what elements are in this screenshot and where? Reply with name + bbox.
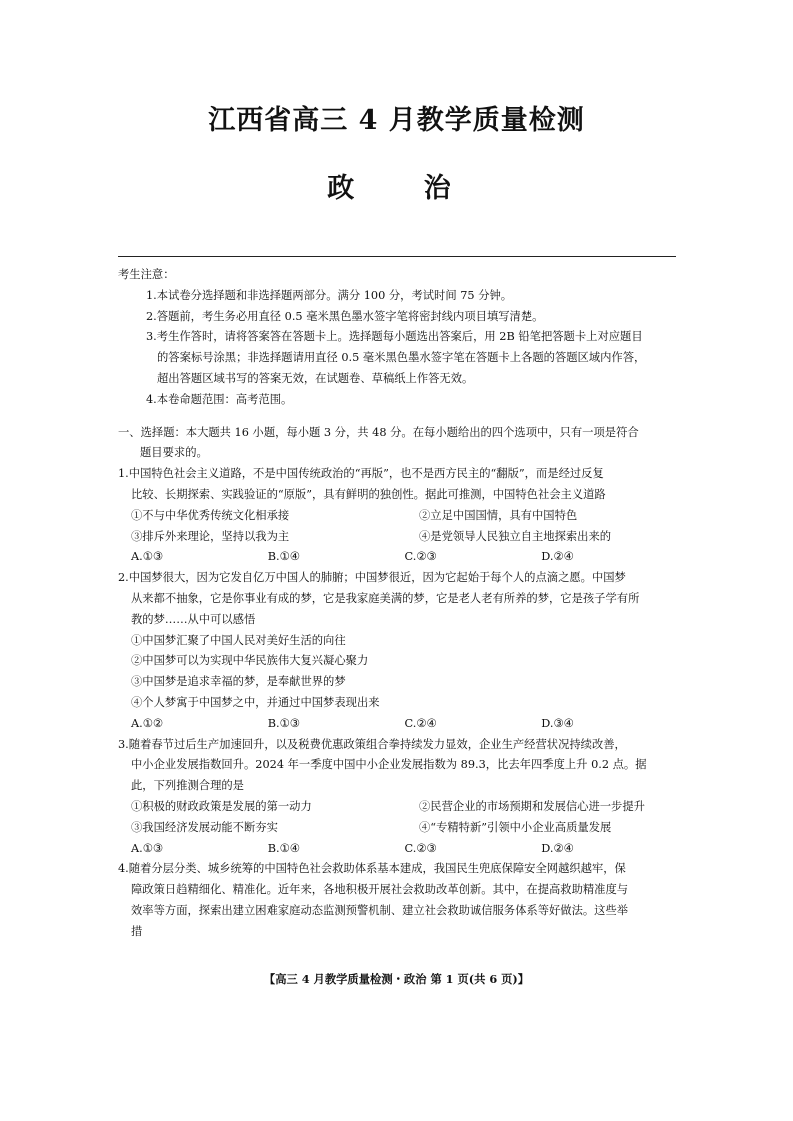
page-footer: 【高三 4 月教学质量检测・政治 第 1 页(共 6 页)】: [263, 972, 530, 986]
q3-statements-row2: [118, 818, 678, 839]
q3-option-b: B.①④: [267, 841, 300, 855]
q2-statement-2: ②中国梦可以为实现中华民族伟大复兴凝心聚力: [131, 654, 369, 668]
q2-stem-cont: 从来都不抽象，它是你事业有成的梦，它是我家庭美满的梦，它是老人老有所养的梦，它是孩子学有所: [131, 591, 640, 605]
q3-stem-cont2: 此，下列推测合理的是: [131, 779, 244, 793]
q3-option-c: C.②③: [404, 841, 437, 855]
exam-title: 江西省高三 4 月教学质量检测: [208, 105, 585, 136]
header-divider: [118, 256, 676, 257]
section-heading-cont: 题目要求的。: [140, 446, 208, 460]
q1-stem-cont: 比较、长期探索、实践验证的“原版”，具有鲜明的独创性。据此可推测，中国特色社会主义道路: [131, 487, 606, 501]
q2-option-a: A.①②: [131, 716, 164, 730]
q1-statement-3: ③排斥外来理论，坚持以我为主: [131, 529, 290, 543]
q1-statement-1: ①不与中华优秀传统文化相承接: [131, 508, 290, 522]
q3-options: [118, 839, 678, 860]
q2-statement-1: ①中国梦汇聚了中国人民对美好生活的向往: [131, 633, 346, 647]
q3-stem: 3.随着春节过后生产加速回升，以及税费优惠政策组合拳持续发力显效，企业生产经营状况持续改善，: [118, 737, 626, 751]
q4-stem: 4.随着分层分类、城乡统筹的中国特色社会救助体系基本建成，我国民生兜底保障安全网越织越牢，保: [118, 862, 626, 876]
q1-option-c: C.②③: [404, 550, 437, 564]
notice-item-3: 3.考生作答时，请将答案答在答题卡上。选择题每小题选出答案后，用 2B 铅笔把答题卡上对应题目: [146, 330, 643, 344]
q3-option-d: D.②④: [541, 841, 574, 855]
notice-item-3-cont: 的答案标号涂黑；非选择题请用直径 0.5 毫米黑色墨水签字笔在答题卡上各题的答题区域内作答，: [157, 351, 646, 365]
q4-stem-cont3: 措: [131, 924, 143, 938]
notice-item-3-cont2: 超出答题区域书写的答案无效，在试题卷、草稿纸上作答无效。: [157, 371, 474, 385]
q1-option-d: D.②④: [541, 550, 574, 564]
exam-body: [118, 265, 678, 943]
q2-option-c: C.②④: [404, 716, 437, 730]
q1-statements-row2: [118, 527, 678, 548]
q1-option-b: B.①④: [267, 550, 300, 564]
q2-option-b: B.①③: [267, 716, 300, 730]
q2-stem-cont2: 教的梦……从中可以感悟: [131, 612, 256, 626]
q3-option-a: A.①③: [131, 841, 164, 855]
q2-options: [118, 714, 678, 735]
q3-statement-2: ②民营企业的市场预期和发展信心进一步提升: [419, 799, 645, 813]
q2-option-d: D.③④: [541, 716, 574, 730]
q2-statement-4: ④个人梦寓于中国梦之中，并通过中国梦表现出来: [131, 695, 380, 709]
q2-stem: 2.中国梦很大，因为它发自亿万中国人的肺腑；中国梦很近，因为它起始于每个人的点滴之愿。中国梦: [118, 571, 626, 585]
notice-item-4: 4.本卷命题范围：高考范围。: [146, 392, 293, 406]
q4-stem-cont: 障政策日趋精细化、精准化。近年来，各地积极开展社会救助改革创新。其中，在提高救助精准度与: [131, 883, 629, 897]
q1-statements-row1: [118, 506, 678, 527]
q1-options: [118, 547, 678, 568]
q3-stem-cont: 中小企业发展指数回升。2024 年一季度中国中小企业发展指数为 89.3，比去年四季度上升 0.2 点。据: [131, 758, 647, 772]
exam-subject: 政 治: [327, 173, 481, 204]
q1-statement-2: ②立足中国国情，具有中国特色: [419, 508, 578, 522]
q3-statement-4: ④“专精特新”引领中小企业高质量发展: [419, 820, 612, 834]
q3-statement-3: ③我国经济发展动能不断夯实: [131, 820, 278, 834]
q3-statement-1: ①积极的财政政策是发展的第一动力: [131, 799, 312, 813]
q1-option-a: A.①③: [131, 550, 164, 564]
notice-item-1: 1.本试卷分选择题和非选择题两部分。满分 100 分，考试时间 75 分钟。: [146, 288, 513, 302]
section-heading: 一、选择题：本大题共 16 小题，每小题 3 分，共 48 分。在每小题给出的四个选项中，只有一项是符合: [118, 425, 639, 439]
q1-statement-4: ④是党领导人民独立自主地探索出来的: [419, 529, 612, 543]
q1-stem: 1.中国特色社会主义道路，不是中国传统政治的“再版”，也不是西方民主的“翻版”，而是经过反复: [118, 467, 604, 481]
q2-statement-3: ③中国梦是追求幸福的梦，是奉献世界的梦: [131, 675, 346, 689]
notice-heading: 考生注意：: [118, 268, 175, 281]
notice-item-2: 2.答题前，考生务必用直径 0.5 毫米黑色墨水签字笔将密封线内项目填写清楚。: [146, 309, 544, 323]
q4-stem-cont2: 效率等方面，探索出建立困难家庭动态监测预警机制、建立社会救助诚信服务体系等好做法。这些举: [131, 903, 629, 917]
q3-statements-row1: [118, 797, 678, 818]
